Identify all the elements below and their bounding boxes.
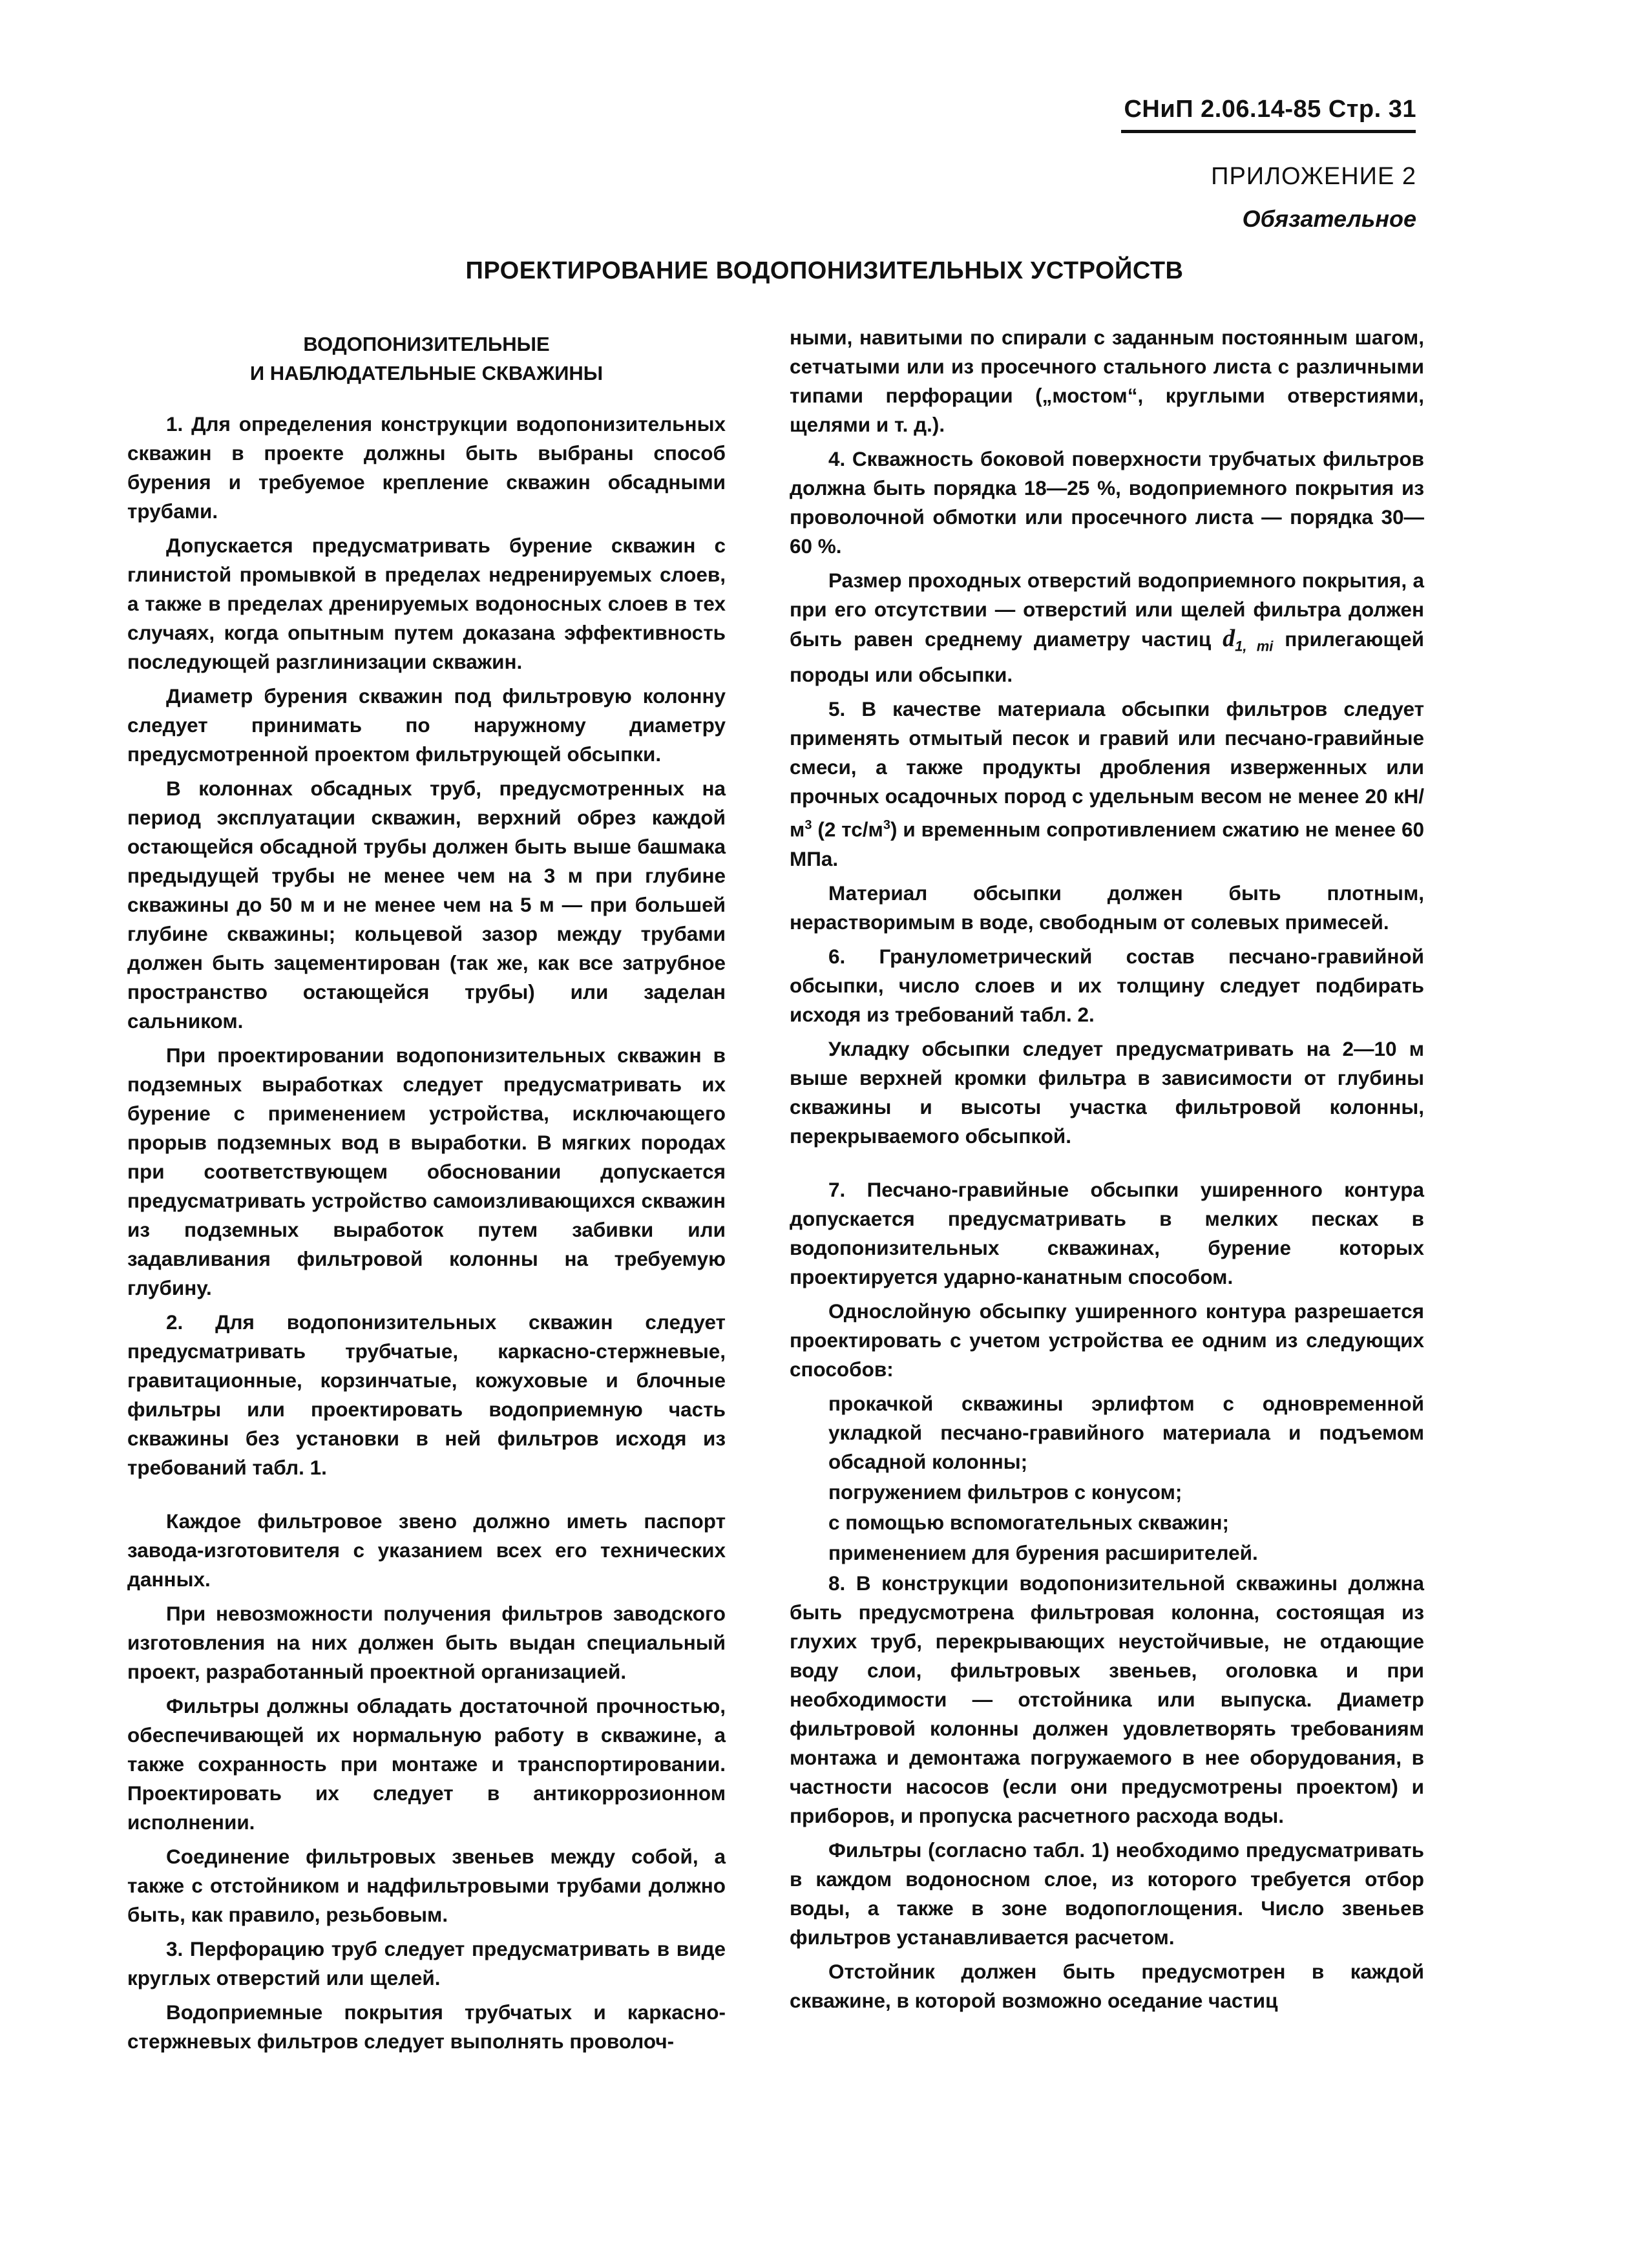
text-run: 5. В качестве материала обсыпки фильтров следует применять отмытый песок и гравий или песчано-гравийные смеси, а также продукты дробления изверженных или прочных осадочных пород с удельным весом не менее 20 кН/м <box>790 697 1424 841</box>
paragraph: 4. Скважность боковой поверхности трубчатых фильтров должна быть порядка 18—25 %, водоприемного покрытия из проволочной обмотки или просечного листа — порядка 30—60 %. <box>790 447 1424 558</box>
appendix-label: ПРИЛОЖЕНИЕ 2 <box>1211 163 1416 190</box>
paragraph: ными, навитыми по спирали с заданным постоянным шагом, сетчатыми или из просечного стального листа с различными типами перфорации („мостом“, круглыми отверстиями, щелями и т. д.). <box>790 326 1424 436</box>
paragraph: Допускается предусматривать бурение скважин с глинистой промывкой в пределах недренируемых слоев, а также в пределах дренируемых водоносных слоев в тех случаях, когда опытным путем доказана эффективность последующей разглинизации скважин. <box>127 534 726 673</box>
paragraph: 3. Перфорацию труб следует предусматривать в виде круглых отверстий или щелей. <box>127 1937 726 1990</box>
paragraph: 2. Для водопонизительных скважин следует предусматривать трубчатые, каркасно-стержневые, гравитационные, корзинчатые, кожуховые и блочные фильтры или проектировать водоприемную часть скважины без установки в ней фильтров исходя из требований табл. 1. <box>127 1310 726 1479</box>
paragraph: Материал обсыпки должен быть плотным, нерастворимым в воде, свободным от солевых примесей. <box>790 881 1424 934</box>
text-run: Размер проходных отверстий водоприемного покрытия, а при его отсутствии — отверстий или щелей фильтра должен быть равен среднему диаметру частиц <box>790 569 1424 651</box>
list-item: прокачкой скважины эрлифтом с одновременной укладкой песчано-гравийного материала и подъемом обсадной колонны; <box>828 1391 1424 1473</box>
paragraph: 6. Гранулометрический состав песчано-гравийной обсыпки, число слоев и их толщину следует подбирать исходя из требований табл. 2. <box>790 944 1424 1026</box>
paragraph: Диаметр бурения скважин под фильтровую колонну следует принимать по наружному диаметру предусмотренной проектом фильтрующей обсыпки. <box>127 684 726 766</box>
paragraph <box>790 695 1424 874</box>
paragraph: При невозможности получения фильтров заводского изготовления на них должен быть выдан специальный проект, разработанный проектной организацией. <box>127 1602 726 1683</box>
text-run: прилегающей породы или обсыпки. <box>790 627 1425 687</box>
section-title <box>127 330 726 388</box>
section-title-line: ВОДОПОНИЗИТЕЛЬНЫЕ <box>303 333 550 355</box>
list-item: с помощью вспомогательных скважин; <box>828 1510 1230 1534</box>
paragraph: Каждое фильтровое звено должно иметь паспорт завода-изготовителя с указанием всех его технических данных. <box>127 1509 726 1591</box>
text-run: (2 тс/м <box>812 817 883 841</box>
section-title-line: И НАБЛЮДАТЕЛЬНЫЕ СКВАЖИНЫ <box>249 362 604 384</box>
paragraph: 8. В конструкции водопонизительной скважины должна быть предусмотрена фильтровая колонна, состоящая из глухих труб, перекрывающих неустойчивые, не отдающие воду слои, фильтровых звеньев, оголовка и при необходимости — отстойника или выпуска. Диаметр фильтровой колонны должен удовлетворять требованиям монтажа и демонтажа погружаемого в нее оборудования, в частности насосов (если они предусмотрены проектом) и приборов, и пропуска расчетного расхода воды. <box>790 1571 1424 1827</box>
paragraph: При проектировании водопонизительных скважин в подземных выработках следует предусматривать их бурение с применением устройства, исключающего прорыв подземных вод в выработки. В мягких породах при соответствующем обосновании допускается предусматривать устройство самоизливающихся скважин из подземных выработок путем забивки или задавливания фильтровой колонны на требуемую глубину. <box>127 1044 726 1299</box>
paragraph: Соединение фильтровых звеньев между собой, а также с отстойником и надфильтровыми трубами должно быть, как правило, резьбовым. <box>127 1845 726 1926</box>
right-column <box>790 323 1424 2021</box>
math-symbol: d <box>1223 625 1235 652</box>
paragraph: Фильтры (согласно табл. 1) необходимо предусматривать в каждом водоносном слое, из которого требуется отбор воды, а также в зоне водопоглощения. Число звеньев фильтров устанавливается расчетом. <box>790 1838 1424 1949</box>
header-rule <box>1121 130 1416 133</box>
math-subscript: 1, mi <box>1235 638 1274 655</box>
paragraph: 7. Песчано-гравийные обсыпки уширенного контура допускается предусматривать в мелких песках в водопонизительных скважинах, бурение которых проектируется ударно-канатным способом. <box>790 1177 1424 1288</box>
page-title: ПРОЕКТИРОВАНИЕ ВОДОПОНИЗИТЕЛЬНЫХ УСТРОЙСТВ <box>465 257 1184 284</box>
paragraph <box>790 566 1424 689</box>
paragraph: Отстойник должен быть предусмотрен в каждой скважине, в которой возможно оседание частиц <box>790 1959 1424 2012</box>
list-item: применением для бурения расширителей. <box>828 1540 1258 1564</box>
superscript: 3 <box>804 818 812 833</box>
left-column <box>127 330 726 2061</box>
paragraph: Однослойную обсыпку уширенного контура разрешается проектировать с учетом устройства ее одним из следующих способов: <box>790 1299 1424 1381</box>
list-item: погружением фильтров с конусом; <box>828 1480 1182 1504</box>
paragraph: В колоннах обсадных труб, предусмотренных на период эксплуатации скважин, верхний обрез каждой остающейся обсадной трубы должен быть выше башмака предыдущей трубы не менее чем на 3 м при глубине скважины до 50 м и не менее чем на 5 м — при большей глубине скважины; кольцевой зазор между трубами должен быть зацементирован (так же, как все затрубное пространство остающейся трубы) или заделан сальником. <box>127 777 726 1033</box>
appendix-note: Обязательное <box>1242 205 1416 232</box>
superscript: 3 <box>883 818 890 833</box>
paragraph: 1. Для определения конструкции водопонизительных скважин в проекте должны быть выбраны способ бурения и требуемое крепление скважин обсадными трубами. <box>127 412 726 523</box>
paragraph: Укладку обсыпки следует предусматривать на 2—10 м выше верхней кромки фильтра в зависимости от глубины скважины и высоты участка фильтровой колонны, перекрываемого обсыпкой. <box>790 1036 1424 1148</box>
paragraph: Водоприемные покрытия трубчатых и каркасно-стержневых фильтров следует выполнять проволоч- <box>127 2000 726 2053</box>
document-code: СНиП 2.06.14-85 Стр. 31 <box>1124 96 1416 123</box>
paragraph: Фильтры должны обладать достаточной прочностью, обеспечивающей их нормальную работу в скважине, а также сохранность при монтаже и транспортировании. Проектировать их следует в антикоррозионном исполнении. <box>127 1694 726 1834</box>
text-run: ) и временным сопротивлением сжатию не менее 60 МПа. <box>790 817 1424 870</box>
